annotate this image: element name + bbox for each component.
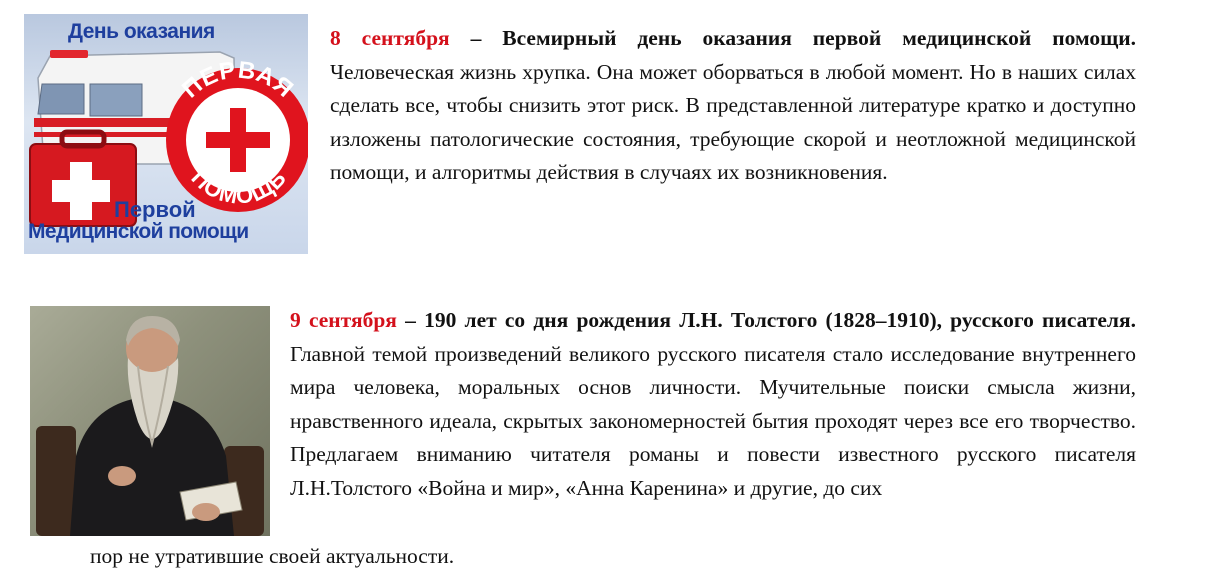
entry-tolstoy-anniversary (290, 304, 1136, 505)
entry-headline: – Всемирный день оказания первой медицинской помощи. (449, 26, 1136, 50)
entry-first-aid-day (330, 22, 1136, 190)
first-aid-day-poster (24, 14, 308, 254)
entry-body: Главной темой произведений великого русского писателя стало исследование внутреннего мира человека, моральных основ личности. Мучительные поиски смысла жизни, нравственного идеала, скрытых закономерностей бытия проходят через все его творчество. Предлагаем вниманию читателя романы и повести известного русского писателя Л.Н.Толстого «Война и мир», «Анна Каренина» и другие, до сих (290, 341, 1136, 500)
entry-date: 9 сентября (290, 308, 397, 332)
round-top-label: ПЕРВАЯ (177, 56, 299, 104)
poster-title: День оказания (68, 20, 215, 43)
round-bottom-label: ПОМОЩЬ (186, 164, 292, 209)
poster-bottom-line-2: Медицинской помощи (28, 220, 249, 243)
poster-bottom-line-1: Первой (114, 197, 196, 222)
svg-text:ПОМОЩЬ (187, 165, 292, 209)
svg-text:ПЕРВАЯ (177, 57, 299, 104)
entry-date: 8 сентября (330, 26, 450, 50)
portrait-illustration (30, 306, 270, 536)
entry-headline: – 190 лет со дня рождения Л.Н. Толстого (1828–1910), русского писателя. (396, 308, 1137, 332)
entry-body-tail: пор не утратившие своей актуальности. (90, 544, 455, 568)
tolstoy-portrait (30, 306, 270, 536)
entry-body: Человеческая жизнь хрупка. Она может оборваться в любой момент. Но в наших силах сделать все, чтобы снизить этот риск. В представленной литературе кратко и доступно изложены патологические состояния, требующие скорой и неотложной медицинской помощи, и алгоритмы действия в случаях их возникновения. (330, 59, 1136, 184)
